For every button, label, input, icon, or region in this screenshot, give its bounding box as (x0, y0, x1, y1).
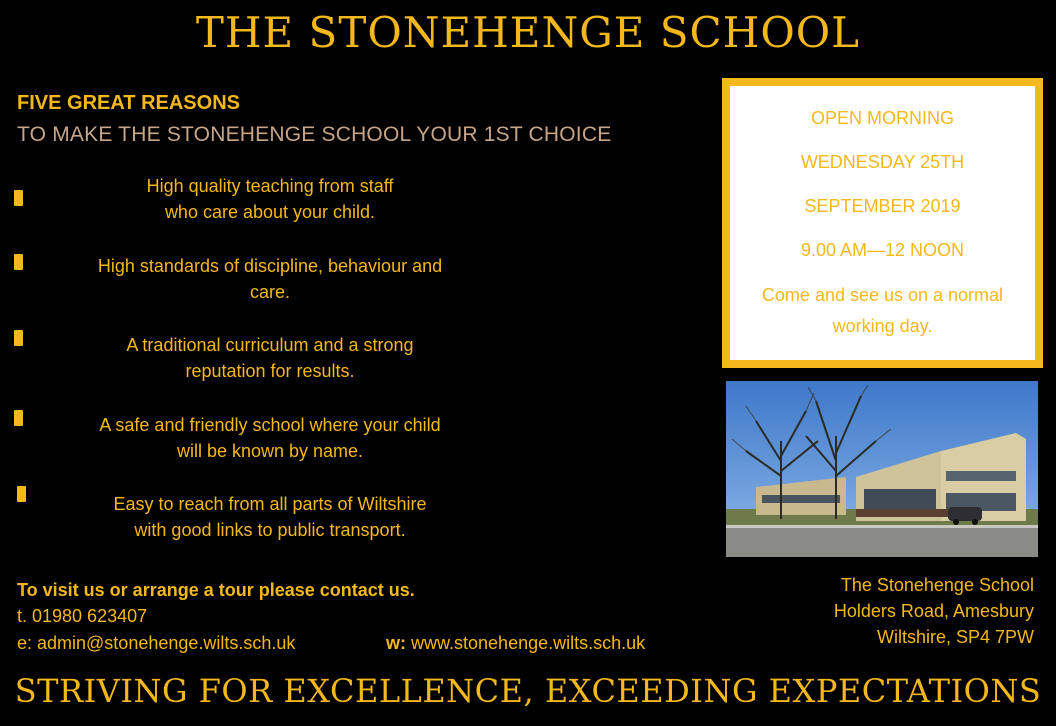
reason-item-2 (50, 253, 490, 305)
reason-line: High standards of discipline, behaviour and (97, 256, 443, 276)
address-line: The Stonehenge School (840, 575, 1034, 595)
reason-item-4 (50, 412, 490, 464)
school-motto: STRIVING FOR EXCELLENCE, EXCEEDING EXPECTATIONS (14, 672, 1042, 710)
open-morning-invite: Come and see us on a normal working day. (761, 285, 1004, 336)
school-address (734, 572, 1034, 650)
reasons-heading: FIVE GREAT REASONS (17, 92, 240, 114)
open-morning-time: 9.00 AM—12 NOON (800, 240, 965, 260)
open-morning-box (722, 78, 1043, 368)
bullet-marker-icon (14, 330, 23, 346)
reason-item-5 (50, 491, 490, 543)
bullet-marker-icon (17, 486, 26, 502)
reason-line: who care about your child. (164, 202, 376, 222)
reason-line: will be known by name. (176, 441, 364, 461)
reasons-subheading: TO MAKE THE STONEHENGE SCHOOL YOUR 1ST CHOICE (17, 123, 612, 146)
reason-item-3 (50, 332, 490, 384)
reason-line: A traditional curriculum and a strong (126, 335, 414, 355)
reason-line: with good links to public transport. (134, 520, 406, 540)
reason-line: Easy to reach from all parts of Wiltshire (113, 494, 427, 514)
bullet-marker-icon (14, 254, 23, 270)
open-morning-month: SEPTEMBER 2019 (804, 196, 961, 216)
open-morning-title: OPEN MORNING (810, 108, 954, 128)
contact-email[interactable]: e: admin@stonehenge.wilts.sch.uk (17, 633, 296, 653)
school-title: THE STONEHENGE SCHOOL (195, 8, 861, 57)
open-morning-day: WEDNESDAY 25TH (800, 152, 965, 172)
reason-line: reputation for results. (185, 361, 355, 381)
contact-intro: To visit us or arrange a tour please contact us. (17, 580, 415, 600)
contact-website[interactable]: w: www.stonehenge.wilts.sch.uk (386, 633, 646, 653)
reason-line: High quality teaching from staff (146, 176, 394, 196)
reason-item-1 (50, 173, 490, 225)
bullet-marker-icon (14, 190, 23, 206)
address-line: Holders Road, Amesbury (833, 601, 1034, 621)
contact-phone: t. 01980 623407 (17, 606, 148, 626)
reason-line: A safe and friendly school where your child (99, 415, 441, 435)
school-building-photo (726, 381, 1038, 557)
address-line: Wiltshire, SP4 7PW (876, 627, 1034, 647)
bullet-marker-icon (14, 410, 23, 426)
reason-line: care. (249, 282, 291, 302)
